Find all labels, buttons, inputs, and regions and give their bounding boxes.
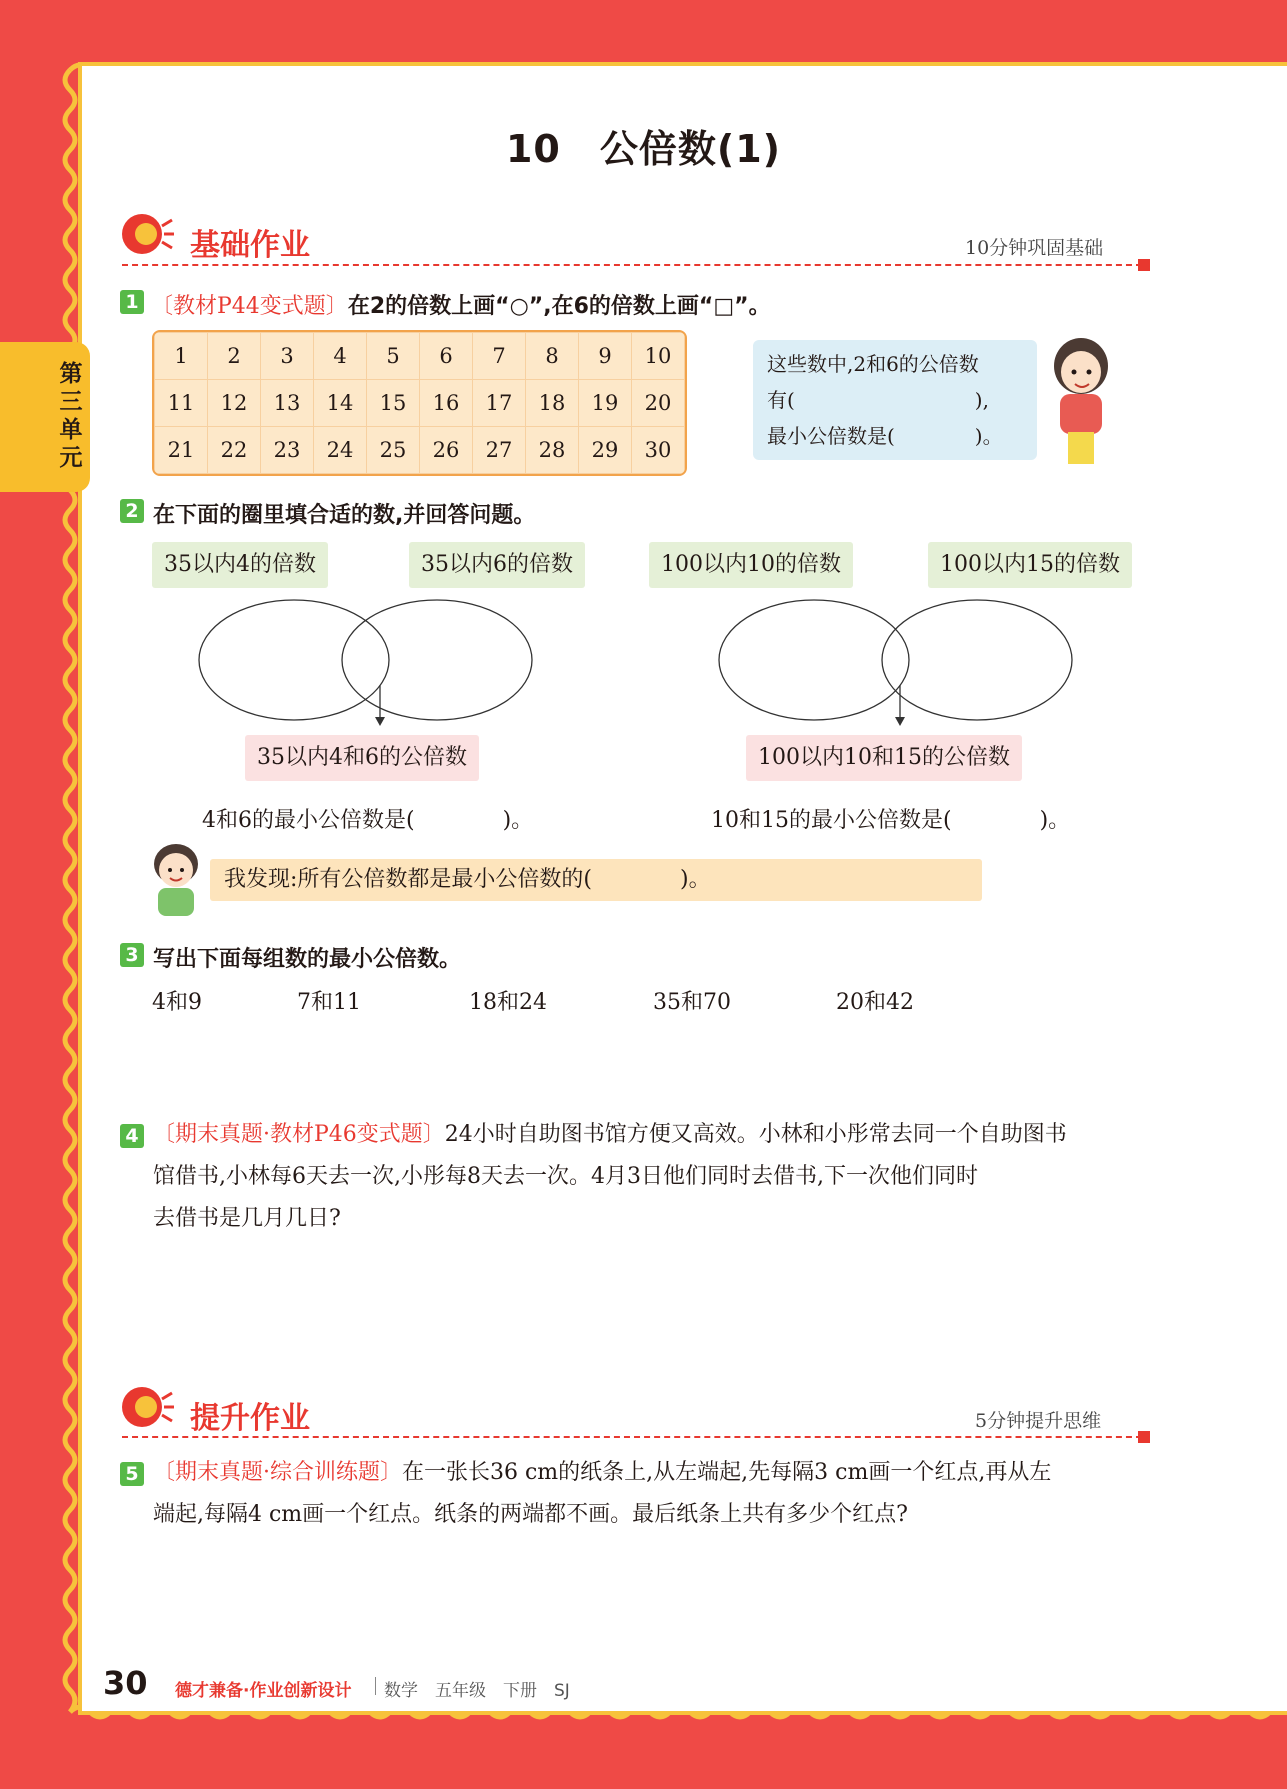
question-number-2: 2 (120, 499, 144, 523)
girl-character-illustration (1040, 332, 1122, 467)
question-4-line: 24小时自助图书馆方便又高效。小林和小彤常去同一个自助图书 (444, 1122, 1067, 1147)
set-label-left-a: 35以内4的倍数 (152, 542, 328, 588)
boy-character-illustration (148, 842, 204, 918)
section-heading-basic: 基础作业 (190, 228, 310, 263)
common-label-right: 100以内10和15的公倍数 (746, 735, 1022, 781)
hint-line[interactable]: 有( ), (767, 388, 989, 412)
grid-cell[interactable]: 5 (367, 333, 420, 380)
number-pair: 20和42 (836, 990, 914, 1015)
grid-cell[interactable]: 8 (526, 333, 579, 380)
number-pair: 4和9 (152, 990, 202, 1015)
grid-cell[interactable]: 17 (473, 380, 526, 427)
grid-cell[interactable]: 24 (314, 427, 367, 474)
hint-line[interactable]: 最小公倍数是( )。 (767, 424, 1003, 448)
answer-line-left[interactable]: 4和6的最小公倍数是( )。 (202, 808, 534, 833)
question-5-line: 在一张长36 cm的纸条上,从左端起,先每隔3 cm画一个红点,再从左 (402, 1460, 1052, 1485)
grid-cell[interactable]: 14 (314, 380, 367, 427)
grid-cell[interactable]: 2 (208, 333, 261, 380)
grid-cell[interactable]: 13 (261, 380, 314, 427)
question-5-text (153, 1452, 1163, 1536)
grid-cell[interactable]: 9 (579, 333, 632, 380)
question-1-tag: 〔教材P44变式题〕 (151, 294, 348, 319)
discovery-box[interactable]: 我发现:所有公倍数都是最小公倍数的( )。 (210, 859, 982, 901)
venn-diagram-left[interactable] (195, 593, 570, 733)
question-number-3: 3 (120, 943, 144, 967)
grid-cell[interactable]: 30 (632, 427, 685, 474)
number-pair: 35和70 (653, 990, 731, 1015)
grid-cell[interactable]: 1 (155, 333, 208, 380)
grid-cell[interactable]: 11 (155, 380, 208, 427)
grid-cell[interactable]: 27 (473, 427, 526, 474)
grid-row (155, 427, 685, 474)
hint-line: 这些数中,2和6的公倍数 (767, 352, 979, 376)
section-divider (122, 1436, 1142, 1438)
grid-row (155, 333, 685, 380)
footer-divider (375, 1677, 376, 1695)
venn-diagram-right[interactable] (715, 593, 1090, 733)
grid-cell[interactable]: 10 (632, 333, 685, 380)
section-divider (122, 264, 1142, 266)
grid-cell[interactable]: 22 (208, 427, 261, 474)
question-3-prompt: 写出下面每组数的最小公倍数。 (153, 947, 462, 972)
divider-end-mark (1138, 1431, 1150, 1443)
question-2-prompt: 在下面的圈里填合适的数,并回答问题。 (153, 503, 536, 528)
grid-cell[interactable]: 4 (314, 333, 367, 380)
question-5-line: 端起,每隔4 cm画一个红点。纸条的两端都不画。最后纸条上共有多少个红点? (153, 1502, 908, 1527)
grid-cell[interactable]: 29 (579, 427, 632, 474)
question-number-5: 5 (120, 1462, 144, 1486)
grid-cell[interactable]: 6 (420, 333, 473, 380)
footer-subject: 数学 五年级 下册 SJ (384, 1681, 570, 1701)
number-pair: 18和24 (469, 990, 547, 1015)
footer-brand: 德才兼备·作业创新设计 (175, 1681, 352, 1701)
answer-line-right[interactable]: 10和15的最小公倍数是( )。 (711, 808, 1071, 833)
grid-cell[interactable]: 20 (632, 380, 685, 427)
grid-cell[interactable]: 26 (420, 427, 473, 474)
hint-bubble (753, 340, 1037, 460)
grid-cell[interactable]: 16 (420, 380, 473, 427)
question-4-text (153, 1114, 1163, 1240)
unit-tab (0, 342, 90, 492)
section-note-basic: 10分钟巩固基础 (965, 237, 1104, 259)
grid-row (155, 380, 685, 427)
question-5-tag: 〔期末真题·综合训练题〕 (153, 1460, 402, 1485)
question-4-line: 馆借书,小林每6天去一次,小彤每8天去一次。4月3日他们同时去借书,下一次他们同时 (153, 1164, 978, 1189)
page-title: 10 公倍数(1) (505, 127, 782, 171)
common-label-left: 35以内4和6的公倍数 (245, 735, 479, 781)
question-4-tag: 〔期末真题·教材P46变式题〕 (153, 1122, 445, 1147)
grid-cell[interactable]: 3 (261, 333, 314, 380)
grid-cell[interactable]: 19 (579, 380, 632, 427)
question-1-text (151, 289, 771, 320)
set-label-left-b: 35以内6的倍数 (409, 542, 585, 588)
grid-cell[interactable]: 25 (367, 427, 420, 474)
grid-cell[interactable]: 23 (261, 427, 314, 474)
set-label-right-b: 100以内15的倍数 (928, 542, 1132, 588)
set-label-right-a: 100以内10的倍数 (649, 542, 853, 588)
divider-end-mark (1138, 259, 1150, 271)
question-number-1: 1 (120, 290, 144, 314)
question-number-4: 4 (120, 1124, 144, 1148)
megaphone-icon (118, 208, 176, 260)
grid-cell[interactable]: 7 (473, 333, 526, 380)
grid-cell[interactable]: 21 (155, 427, 208, 474)
section-heading-advanced: 提升作业 (190, 1401, 310, 1436)
section-note-advanced: 5分钟提升思维 (975, 1410, 1102, 1432)
grid-cell[interactable]: 12 (208, 380, 261, 427)
megaphone-icon (118, 1381, 176, 1433)
question-4-line: 去借书是几月几日? (153, 1206, 341, 1231)
grid-cell[interactable]: 28 (526, 427, 579, 474)
grid-cell[interactable]: 15 (367, 380, 420, 427)
question-1-prompt: 在2的倍数上画“○”,在6的倍数上画“□”。 (347, 294, 771, 319)
number-pair: 7和11 (297, 990, 361, 1015)
unit-tab-label: 第三单元 (59, 361, 83, 471)
number-grid (152, 330, 687, 476)
grid-cell[interactable]: 18 (526, 380, 579, 427)
page-number: 30 (103, 1664, 148, 1702)
